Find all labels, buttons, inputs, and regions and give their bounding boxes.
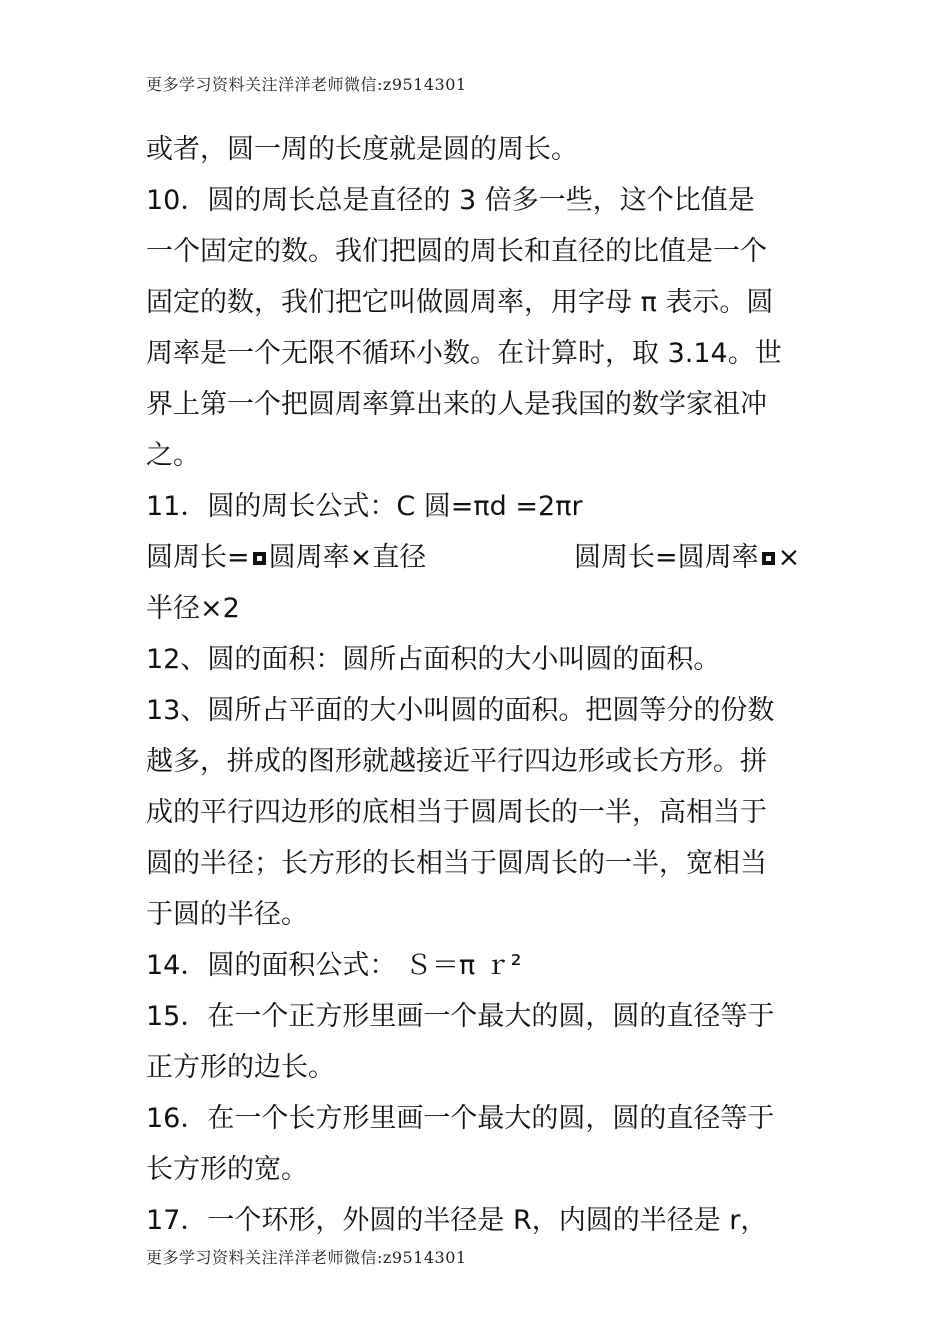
text-line: 周率是一个无限不循环小数。在计算时，取 3.14。世 — [146, 338, 782, 369]
text-line: 或者，圆一周的长度就是圆的周长。 — [146, 134, 578, 165]
page-footer: 更多学习资料关注洋洋老师微信:z9514301 — [146, 1248, 467, 1267]
text-line: 16．在一个长方形里画一个最大的圆，圆的直径等于 — [146, 1103, 775, 1134]
formula-part: 圆周长= — [146, 542, 250, 573]
text-line: 越多，拼成的图形就越接近平行四边形或长方形。拼 — [146, 746, 767, 777]
formula-part: 圆周率×直径 — [268, 542, 427, 573]
text-line: 一个固定的数。我们把圆的周长和直径的比值是一个 — [146, 236, 767, 267]
formula-line — [146, 532, 812, 583]
text-line: 11．圆的周长公式：C 圆=πd =2πr — [146, 491, 583, 522]
text-line: 成的平行四边形的底相当于圆周长的一半，高相当于 — [146, 797, 767, 828]
text-line: 正方形的边长。 — [146, 1052, 335, 1083]
text-line: 半径×2 — [146, 593, 240, 624]
text-line: 10．圆的周长总是直径的 3 倍多一些，这个比值是 — [146, 185, 755, 216]
text-line: 界上第一个把圆周率算出来的人是我国的数学家祖冲 — [146, 389, 767, 420]
text-line: 12、圆的面积：圆所占面积的大小叫圆的面积。 — [146, 644, 721, 675]
document-body — [146, 124, 812, 1246]
page-header: 更多学习资料关注洋洋老师微信:z9514301 — [146, 75, 467, 94]
formula-part: × — [777, 542, 801, 573]
formula-part: 圆周长=圆周率 — [574, 542, 759, 573]
text-line: 13、圆所占平面的大小叫圆的面积。把圆等分的份数 — [146, 695, 775, 726]
text-line: 长方形的宽。 — [146, 1154, 308, 1185]
text-line: 14．圆的面积公式： Ｓ＝π ｒ² — [146, 950, 522, 981]
box-symbol-icon — [253, 552, 266, 565]
text-line: 之。 — [146, 440, 200, 471]
text-line: 固定的数，我们把它叫做圆周率，用字母 π 表示。圆 — [146, 287, 774, 318]
text-line: 于圆的半径。 — [146, 899, 308, 930]
text-line: 圆的半径；长方形的长相当于圆周长的一半，宽相当 — [146, 848, 767, 879]
box-symbol-icon — [762, 552, 775, 565]
text-line: 15．在一个正方形里画一个最大的圆，圆的直径等于 — [146, 1001, 775, 1032]
formula-right — [574, 532, 800, 583]
text-line: 17．一个环形，外圆的半径是 R，内圆的半径是 r， — [146, 1205, 768, 1236]
